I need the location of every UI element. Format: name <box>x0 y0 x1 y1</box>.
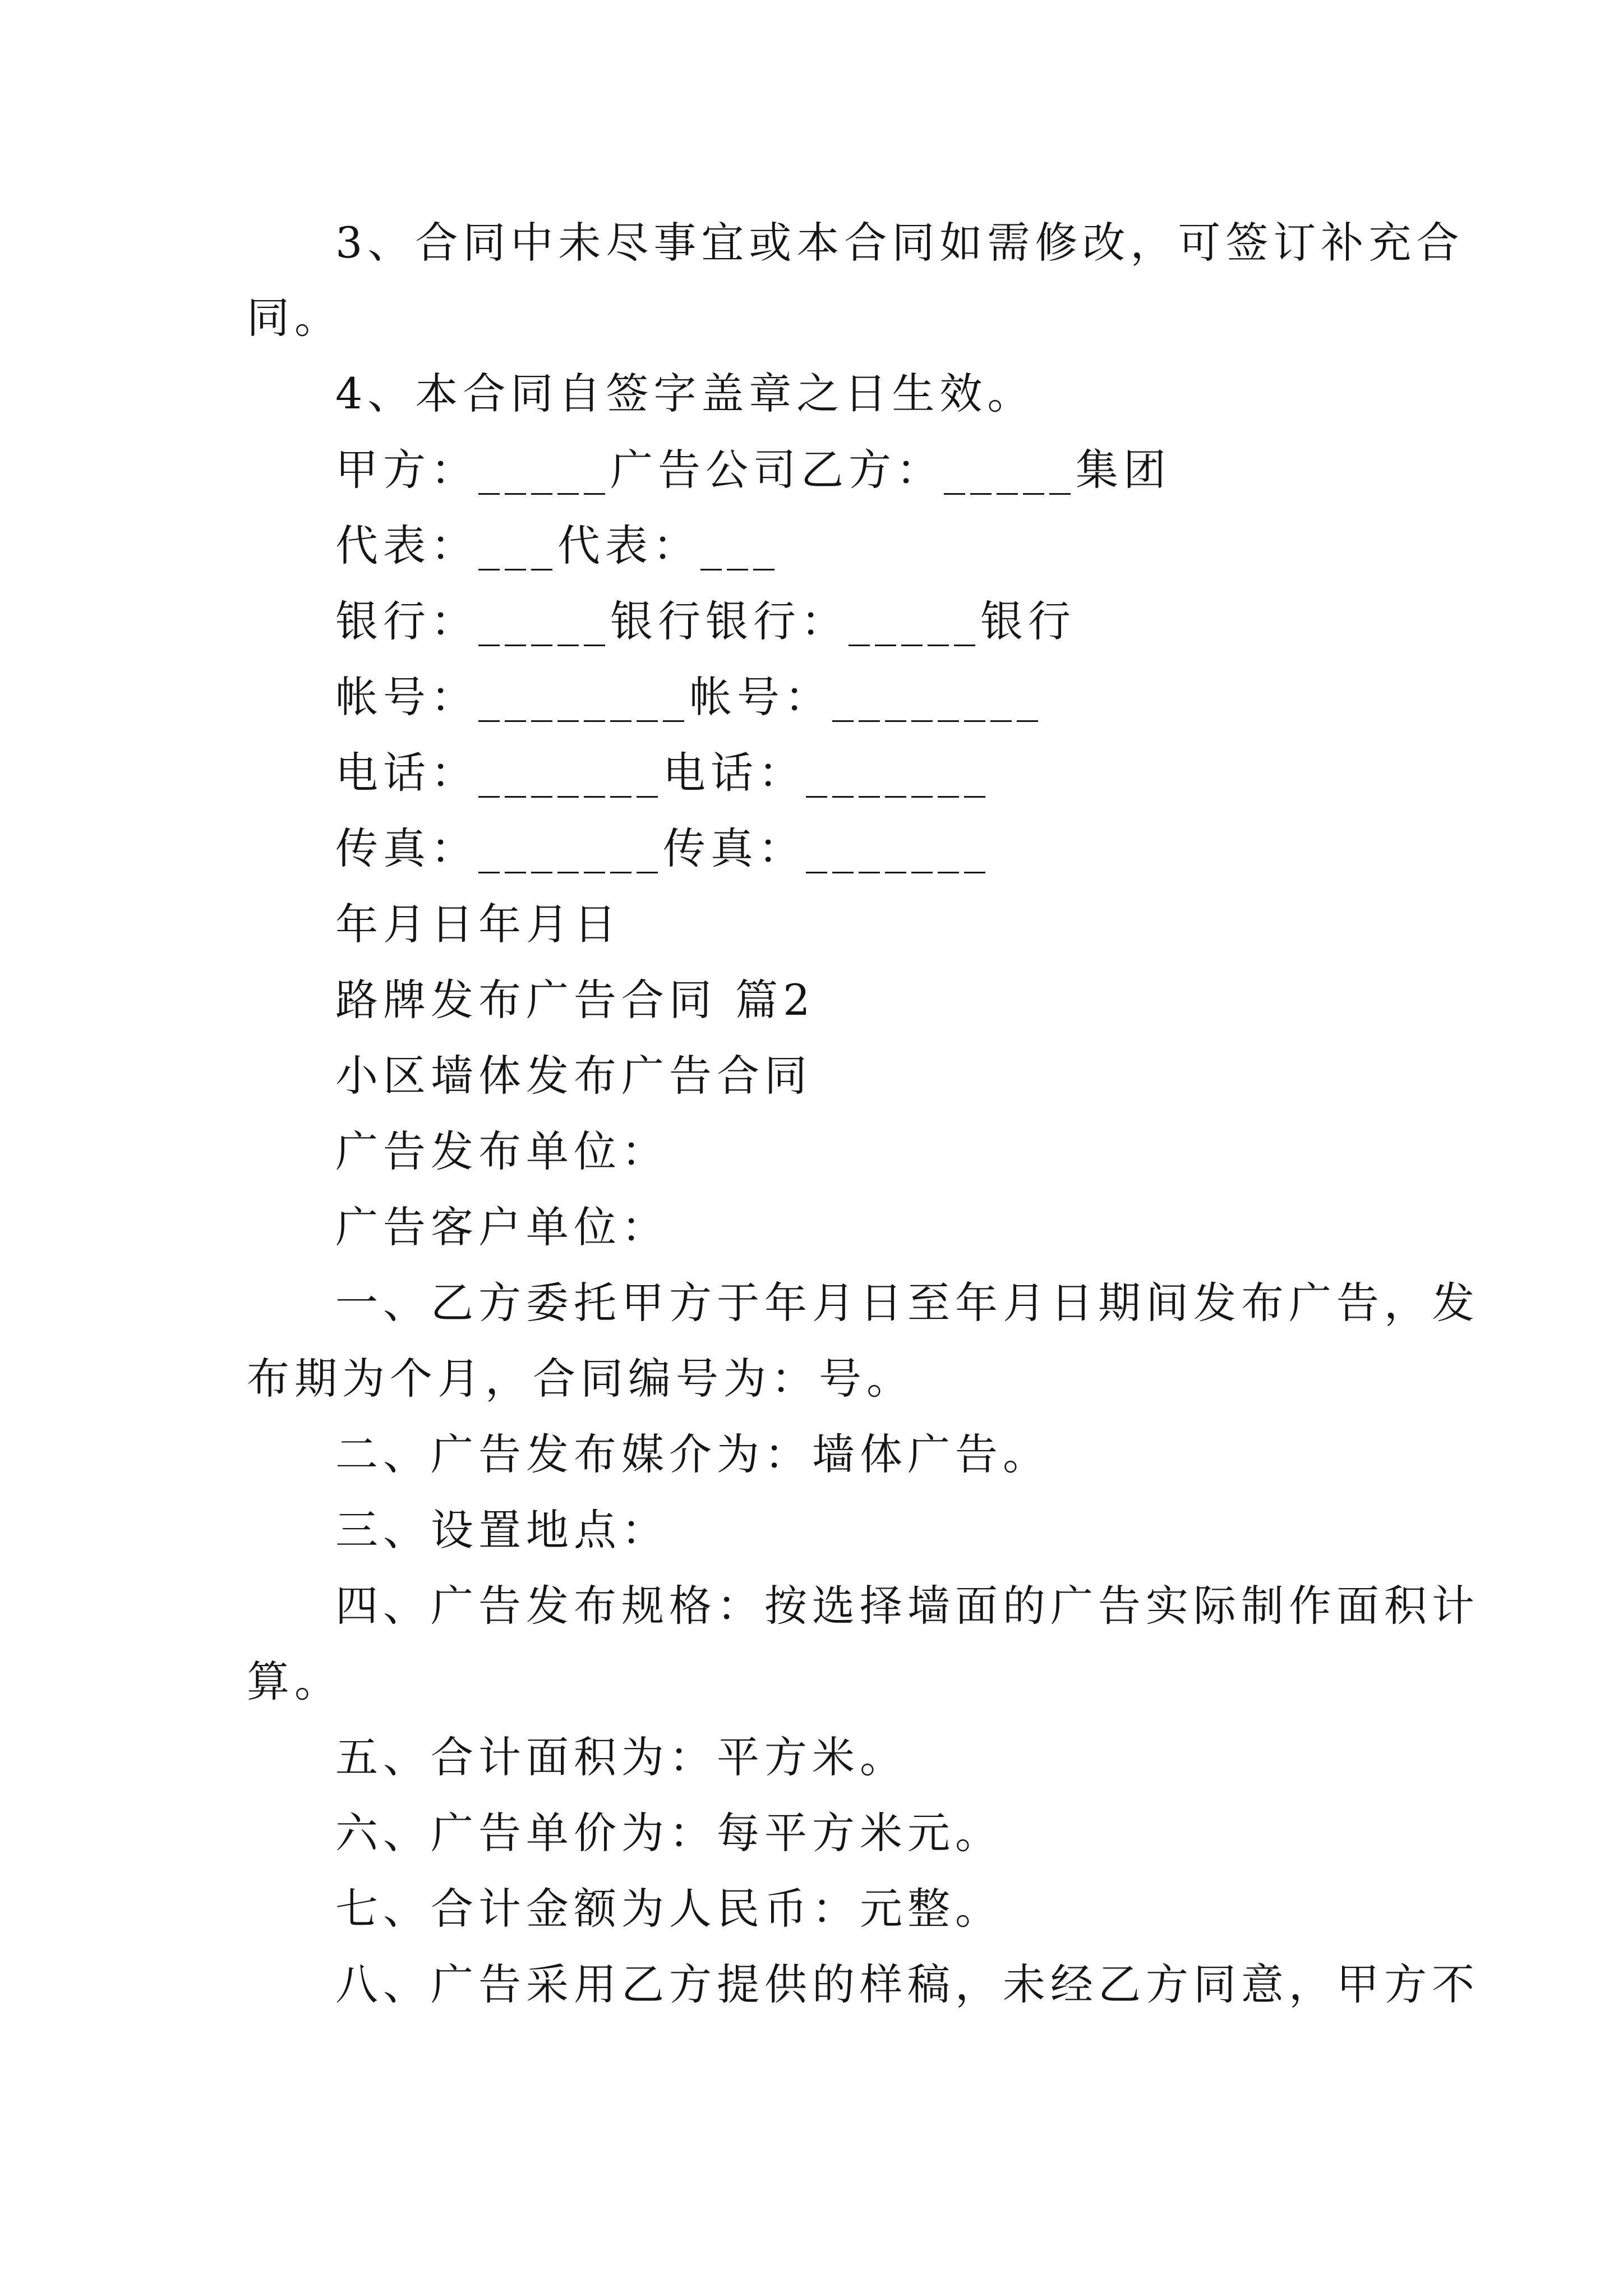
phones: 电话：_______电话：_______ <box>335 748 990 798</box>
clause-3-line-1: 3、合同中未尽事宜或本合同如需修改，可签订补充合 <box>335 218 1464 268</box>
clause-3-line-2: 同。 <box>247 293 342 343</box>
representatives: 代表：___代表：___ <box>335 521 780 570</box>
item-4-line-1: 四、广告发布规格：按选择墙面的广告实际制作面积计 <box>335 1581 1479 1631</box>
accounts: 帐号：________帐号：________ <box>335 672 1043 722</box>
signing-dates: 年月日年月日 <box>335 899 621 949</box>
publisher-field: 广告发布单位： <box>335 1126 669 1176</box>
item-2: 二、广告发布媒介为：墙体广告。 <box>335 1429 1050 1479</box>
item-1-line-1: 一、乙方委托甲方于年月日至年月日期间发布广告，发 <box>335 1278 1479 1328</box>
section-heading: 路牌发布广告合同 篇2 <box>335 975 815 1025</box>
contract-title: 小区墙体发布广告合同 <box>335 1051 812 1101</box>
item-5: 五、合计面积为：平方米。 <box>335 1732 907 1782</box>
clause-4: 4、本合同自签字盖章之日生效。 <box>335 369 1035 418</box>
client-field: 广告客户单位： <box>335 1202 669 1252</box>
item-8: 八、广告采用乙方提供的样稿，未经乙方同意，甲方不 <box>335 1959 1479 2009</box>
item-6: 六、广告单价为：每平方米元。 <box>335 1808 1003 1858</box>
item-7: 七、合计金额为人民币：元整。 <box>335 1884 1003 1934</box>
item-3: 三、设置地点： <box>335 1505 669 1555</box>
party-names: 甲方：_____广告公司乙方：_____集团 <box>335 445 1171 495</box>
item-4-line-2: 算。 <box>247 1657 342 1706</box>
faxes: 传真：_______传真：_______ <box>335 823 990 873</box>
banks: 银行：_____银行银行：_____银行 <box>335 596 1076 646</box>
item-1-line-2: 布期为个月，合同编号为：号。 <box>247 1354 914 1404</box>
